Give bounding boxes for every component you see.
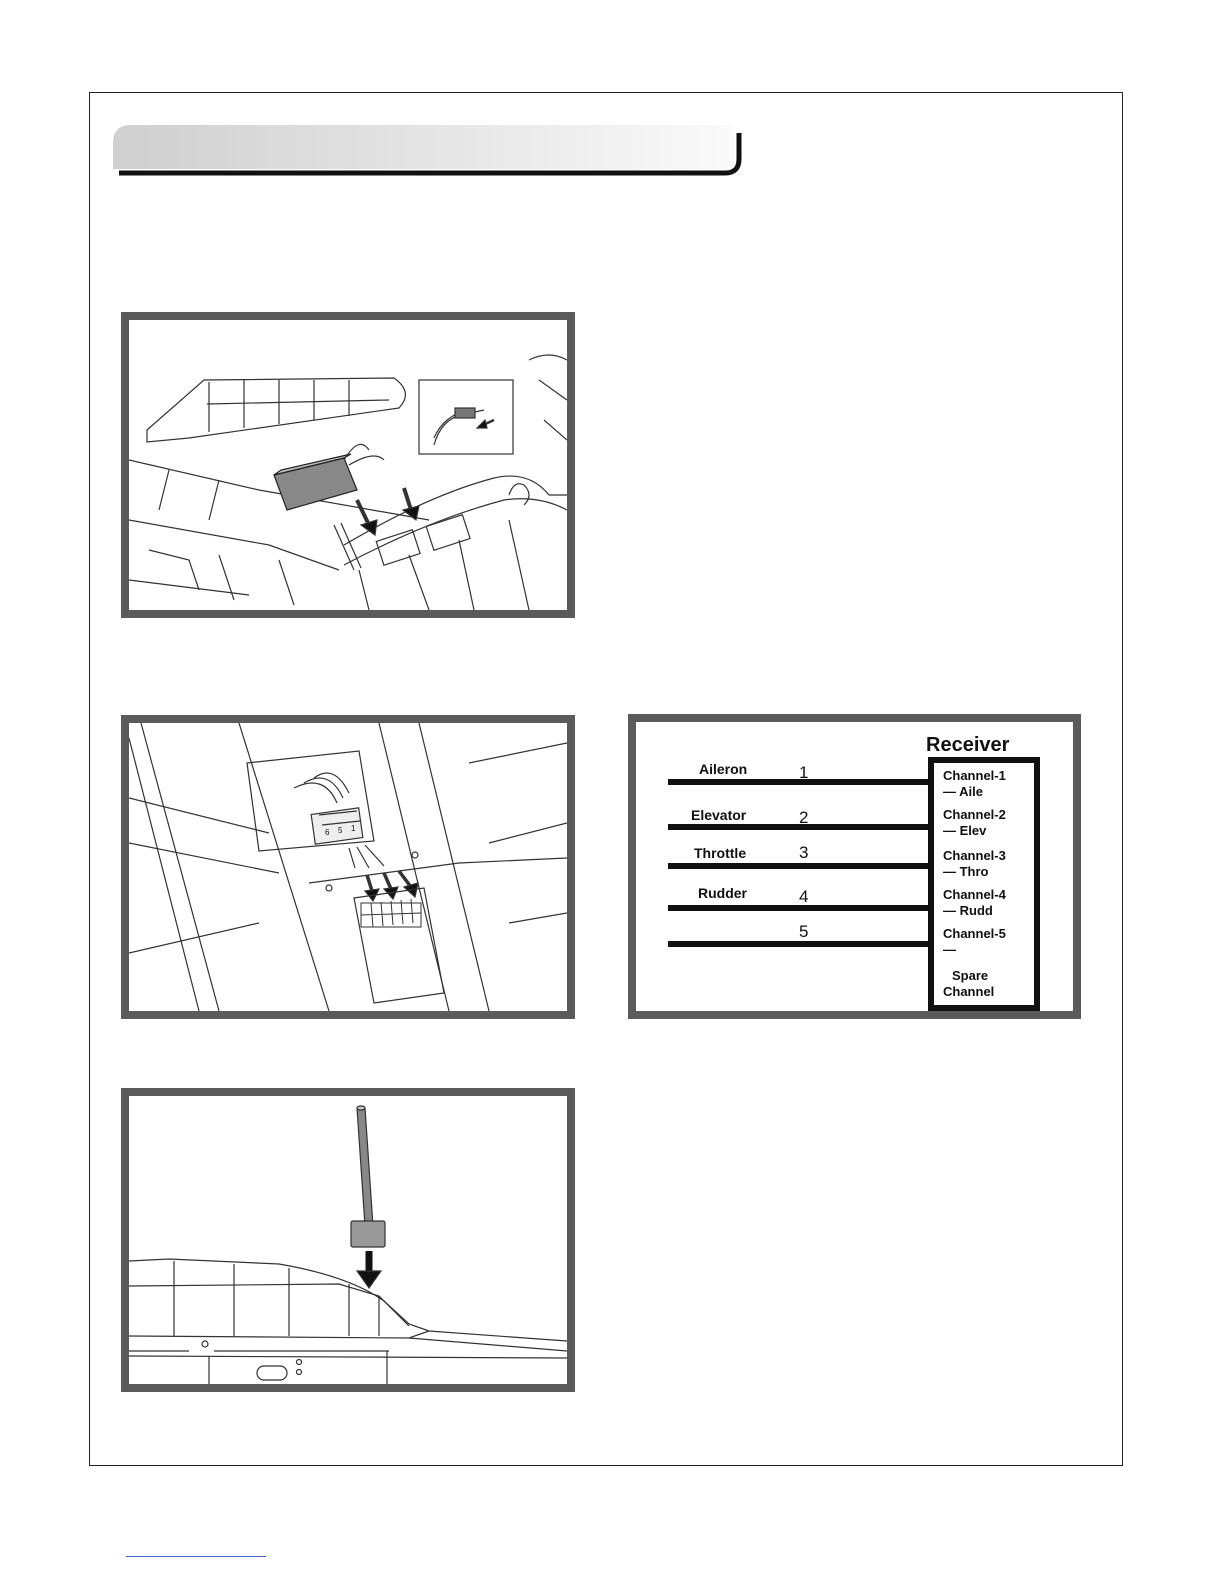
channel-number-4: 4 — [799, 887, 809, 906]
channel-1-label: Channel-1 — [943, 768, 1006, 783]
servo-label-elevator: Elevator — [691, 807, 747, 823]
battery-install-illustration — [121, 312, 575, 618]
section-header-bar — [113, 125, 745, 177]
channel-2-label: Channel-2 — [943, 807, 1006, 822]
spare-channel-line2: Channel — [943, 984, 995, 999]
channel-3-function: — Thro — [943, 864, 989, 879]
channel-5-function: — — [943, 942, 956, 957]
channel-number-5: 5 — [799, 922, 809, 941]
footer-link-underline[interactable] — [126, 1556, 266, 1557]
channel-4-label: Channel-4 — [943, 887, 1006, 902]
antenna-install-illustration — [121, 1088, 575, 1392]
servo-label-throttle: Throttle — [694, 845, 747, 861]
channel-2-function: — Elev — [943, 823, 987, 838]
connector-label-1: 1 — [351, 824, 356, 833]
channel-number-2: 2 — [799, 808, 809, 827]
servo-label-aileron: Aileron — [699, 761, 748, 777]
channel-1-function: — Aile — [943, 784, 983, 799]
channel-3-label: Channel-3 — [943, 848, 1006, 863]
receiver-channel-diagram — [628, 714, 1081, 1019]
connector-label-5: 5 — [338, 826, 343, 835]
channel-number-3: 3 — [799, 843, 809, 862]
servo-label-rudder: Rudder — [698, 885, 747, 901]
connector-label-6: 6 — [325, 828, 330, 837]
receiver-wiring-illustration — [121, 715, 575, 1019]
channel-4-function: — Rudd — [943, 903, 993, 918]
channel-5-label: Channel-5 — [943, 926, 1006, 941]
spare-channel-line1: Spare — [952, 968, 989, 983]
receiver-title: Receiver — [926, 734, 1010, 756]
channel-number-1: 1 — [799, 763, 809, 782]
